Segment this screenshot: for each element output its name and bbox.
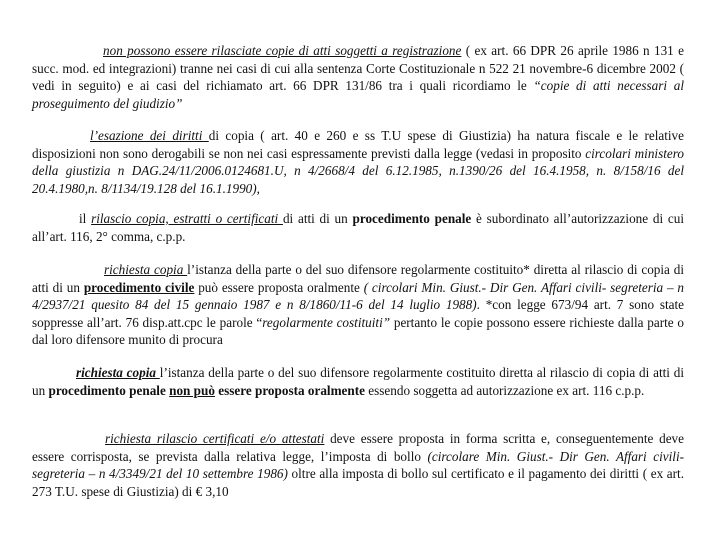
paragraph-text: essendo soggetta ad autorizzazione ex art. 116 c.p.p. <box>365 382 645 398</box>
paragraph-emphasis: essere proposta oralmente <box>214 382 365 398</box>
paragraph-heading: richiesta copia <box>76 365 160 380</box>
paragraph-text: deve essere proposta in forma scritta e, conseguentemente deve essere corrisposta, se prevista dalla relativa legge, l’imposta di bollo <box>32 431 685 464</box>
paragraph-text: oltre alla imposta di bollo sul certificato e il pagamento dei diritti ( ex art. 273 T.U. spese di Giustizia) di € 3,10 <box>32 466 684 499</box>
paragraph-text: può essere proposta oralmente <box>194 279 364 295</box>
paragraph-text: pertanto le copie possono essere richieste dalla parte o dal loro difensore munito di procura <box>32 314 684 348</box>
paragraph-heading: rilascio copia, estratti o certificati <box>91 211 283 226</box>
paragraph-heading: richiesta copia <box>104 262 188 277</box>
paragraph-emphasis: non può <box>169 382 215 398</box>
paragraph-registrazione <box>32 42 684 112</box>
paragraph-text: l’istanza della parte o del suo difensore regolarmente costituito* diretta al rilascio di copia di atti di un <box>32 262 685 295</box>
paragraph-rilascio-copia <box>32 210 684 245</box>
paragraph-citation: (circolare Min. Giust.- Dir Gen. Affari civili- segreteria – n 4/3349/21 del 10 settembre 1986) <box>32 448 684 482</box>
paragraph-emphasis: procedimento civile <box>83 279 195 295</box>
paragraph-esazione-diritti <box>32 127 684 197</box>
paragraph-richiesta-copia-penale <box>32 364 684 399</box>
paragraph-richiesta-certificati <box>32 430 684 500</box>
paragraph-heading: non possono essere rilasciate copie di atti soggetti a registrazione <box>103 43 462 58</box>
paragraph-text: il <box>79 211 92 226</box>
paragraph-richiesta-copia-civile <box>32 261 684 349</box>
paragraph-heading: l’esazione dei diritti <box>90 128 209 143</box>
paragraph-quote: regolarmente costituiti” <box>262 314 391 330</box>
paragraph-emphasis: procedimento penale <box>48 382 166 398</box>
paragraph-quote: “copie di atti necessari al proseguimento del giudizio” <box>32 78 684 111</box>
paragraph-text: l’istanza della parte o del suo difensore regolarmente costituito diretta al rilascio di copia di atti di un <box>32 365 684 398</box>
paragraph-citation: circolari ministero della giustizia n DAG.24/11/2006.0124681.U, n 4/2668/4 del 6.12.1985, n.1390/26 del 16.4.1958, n. 8/158/16 del 20.4.1980,n. 8/1134/19.128 del 16.1.1990), <box>32 145 684 196</box>
paragraph-text: . *con legge 673/94 art. 7 sono state soppresse all’art. 76 disp.att.cpc le parole “ <box>32 297 684 330</box>
paragraph-emphasis: procedimento penale <box>352 211 472 226</box>
paragraph-citation: ( circolari Min. Giust.- Dir Gen. Affari civili- segreteria – n 4/2937/21 quesito 84 del 15 gennaio 1987 e n 8/1860/11-6 del 14 luglio 1988) <box>32 279 685 313</box>
paragraph-text: ( ex art. 66 DPR 26 aprile 1986 n 131 e succ. mod. ed integrazioni) tranne nei casi di cui alla sentenza Corte Costituzionale n 522 21 novembre-6 dicembre 2002 ( vedi in seguito) e ai casi del richiamato art. 66 DPR 131/86 tra i quali ricordiamo le <box>32 43 684 94</box>
paragraph-text: è subordinato all’autorizzazione di cui all’art. 116, 2° comma, c.p.p. <box>32 211 684 244</box>
paragraph-text: di copia ( art. 40 e 260 e ss T.U spese di Giustizia) ha natura fiscale e le relative disposizioni non sono derogabili se non nei casi espressamente previsti dalla legge (vedasi in proposito <box>32 128 684 161</box>
paragraph-text: di atti di un <box>282 211 353 226</box>
paragraph-heading: richiesta rilascio certificati e/o attestati <box>105 431 325 446</box>
